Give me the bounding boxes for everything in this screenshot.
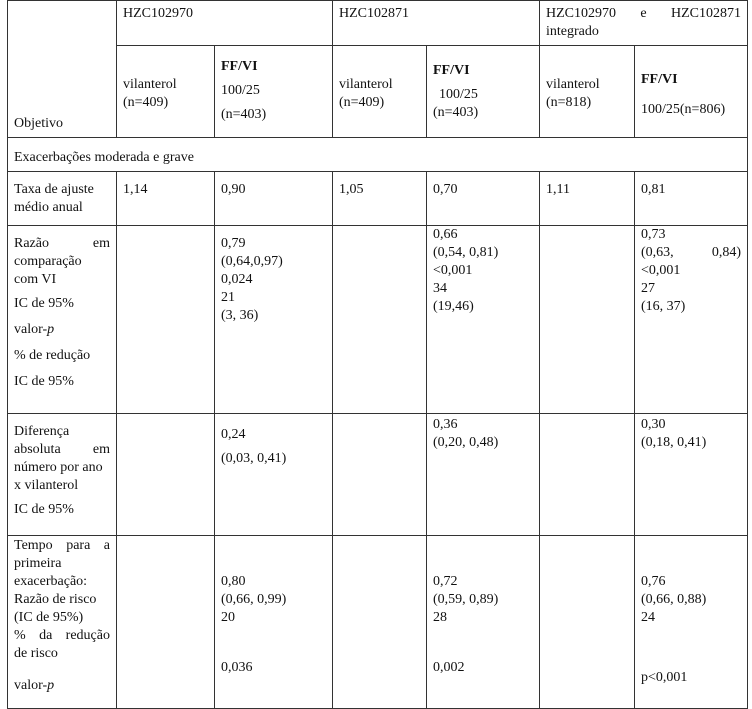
- time-value: p<0,001: [641, 670, 688, 685]
- time-label: (IC de 95%): [14, 610, 84, 625]
- ratio-value: (0,63, 0,84): [641, 245, 741, 260]
- table-row: [8, 414, 748, 536]
- time-label: Tempo para a: [14, 538, 110, 553]
- time-value: (0,66, 0,88): [641, 592, 707, 607]
- diff-label: número por ano: [14, 460, 103, 475]
- ratio-value: (19,46): [433, 299, 474, 314]
- s2-vil-n: (n=409): [339, 95, 385, 110]
- table-row: [8, 226, 748, 414]
- diff-label: x vilanterol: [14, 478, 79, 493]
- time-value: 0,72: [433, 574, 458, 589]
- study3-id-a: HZC102970: [546, 6, 616, 21]
- time-label: primeira: [14, 556, 62, 571]
- s1-vil-n: (n=409): [123, 95, 169, 110]
- time-label: % da redução: [14, 628, 110, 643]
- ratio-value: (0,54, 0,81): [433, 245, 499, 260]
- diff-label: IC de 95%: [14, 502, 74, 517]
- table-cell: [427, 414, 540, 536]
- objective-header-cell: [8, 1, 117, 138]
- s1-ff-header: [215, 46, 333, 138]
- s3-vil-n: (n=818): [546, 95, 592, 110]
- table-row: [8, 536, 748, 709]
- s2-vil-label: vilanterol: [339, 77, 393, 92]
- time-value: 20: [221, 610, 235, 625]
- table-cell: [427, 226, 540, 414]
- diff-label-cell: [8, 414, 117, 536]
- rate-label: Taxa de ajuste: [14, 182, 94, 197]
- study1-title: HZC102970: [123, 6, 193, 21]
- diff-value: 0,30: [641, 417, 666, 432]
- s2-ff-label: FF/VI: [433, 63, 470, 78]
- s1-ff-n: (n=403): [221, 107, 267, 122]
- study3-title-line2: integrado: [546, 24, 599, 39]
- ratio-label: % de redução: [14, 348, 91, 363]
- section-title-cell: [8, 138, 748, 172]
- study2-header-cell: [333, 1, 540, 46]
- ratio-label-cell: [8, 226, 117, 414]
- diff-value: (0,20, 0,48): [433, 435, 499, 450]
- time-value: 28: [433, 610, 447, 625]
- study2-title: HZC102871: [339, 6, 409, 21]
- time-label: Razão de risco: [14, 592, 97, 607]
- s1-ff-label: FF/VI: [221, 59, 258, 74]
- diff-value: 0,36: [433, 417, 458, 432]
- ratio-label: IC de 95%: [14, 296, 74, 311]
- study1-header-cell: [117, 1, 333, 46]
- table-cell: [635, 172, 748, 226]
- ratio-value: 34: [433, 281, 447, 296]
- ratio-value: 0,73: [641, 227, 666, 242]
- ratio-value: (0,64,0,97): [221, 254, 283, 269]
- time-label: exacerbação:: [14, 574, 88, 589]
- table-cell: [540, 414, 635, 536]
- header-row-arms: [8, 46, 748, 138]
- rate-label-cell: [8, 172, 117, 226]
- table-cell: [540, 172, 635, 226]
- diff-value: (0,18, 0,41): [641, 435, 707, 450]
- time-value: (0,66, 0,99): [221, 592, 287, 607]
- ratio-value: <0,001: [641, 263, 681, 278]
- time-value: (0,59, 0,89): [433, 592, 499, 607]
- study3-title-line1: [546, 5, 741, 23]
- s3-ff-header: [635, 46, 748, 138]
- table-cell: [333, 536, 427, 709]
- s1-vil-header: [117, 46, 215, 138]
- diff-label: Diferença: [14, 424, 70, 439]
- table-cell: [215, 536, 333, 709]
- time-label-cell: [8, 536, 117, 709]
- rate-label: médio anual: [14, 200, 83, 215]
- efficacy-table: [7, 0, 748, 709]
- rate-value: 0,90: [221, 182, 246, 197]
- s3-vil-header: [540, 46, 635, 138]
- table-cell: [117, 226, 215, 414]
- header-row-studies: [8, 1, 748, 46]
- objective-header: Objetivo: [14, 116, 63, 131]
- ratio-label: IC de 95%: [14, 374, 74, 389]
- table-cell: [333, 172, 427, 226]
- ratio-value: 21: [221, 290, 235, 305]
- table-cell: [540, 536, 635, 709]
- s2-ff-n: (n=403): [433, 105, 479, 120]
- time-label: valor-p: [14, 678, 55, 693]
- table-cell: [540, 226, 635, 414]
- rate-value: 1,05: [339, 182, 364, 197]
- table-cell: [333, 226, 427, 414]
- ratio-value: 27: [641, 281, 655, 296]
- s1-ff-dose: 100/25: [221, 83, 260, 98]
- diff-label: absoluta em: [14, 442, 110, 457]
- section-title: Exacerbações moderada e grave: [14, 150, 194, 165]
- ratio-value: 0,66: [433, 227, 458, 242]
- s2-ff-dose: 100/25: [439, 87, 478, 102]
- ratio-label: comparação: [14, 254, 82, 269]
- document-page: [7, 0, 747, 708]
- ratio-value: 0,79: [221, 236, 246, 251]
- diff-value: (0,03, 0,41): [221, 451, 287, 466]
- table-cell: [333, 414, 427, 536]
- study3-header-cell: [540, 1, 748, 46]
- table-cell: [215, 226, 333, 414]
- ratio-label: com VI: [14, 272, 57, 287]
- s2-ff-header: [427, 46, 540, 138]
- table-cell: [427, 536, 540, 709]
- time-value: 0,036: [221, 660, 253, 675]
- s2-vil-header: [333, 46, 427, 138]
- s3-ff-dose: 100/25(n=806): [641, 102, 726, 117]
- time-value: 0,002: [433, 660, 465, 675]
- ratio-value: 0,024: [221, 272, 253, 287]
- time-value: 0,76: [641, 574, 666, 589]
- rate-value: 1,11: [546, 182, 570, 197]
- time-value: 0,80: [221, 574, 246, 589]
- ratio-label: Razão em: [14, 236, 110, 251]
- ratio-label: valor-p: [14, 322, 55, 337]
- study3-id-b: HZC102871: [671, 6, 741, 21]
- ratio-value: (16, 37): [641, 299, 686, 314]
- rate-value: 1,14: [123, 182, 148, 197]
- table-cell: [635, 226, 748, 414]
- s3-vil-label: vilanterol: [546, 77, 600, 92]
- section-row: [8, 138, 748, 172]
- study3-conj: e: [640, 6, 647, 21]
- table-cell: [215, 414, 333, 536]
- table-cell: [215, 172, 333, 226]
- table-cell: [427, 172, 540, 226]
- time-value: 24: [641, 610, 655, 625]
- s3-ff-label: FF/VI: [641, 72, 678, 87]
- diff-value: 0,24: [221, 427, 246, 442]
- table-row: [8, 172, 748, 226]
- table-cell: [635, 414, 748, 536]
- table-cell: [117, 172, 215, 226]
- rate-value: 0,81: [641, 182, 666, 197]
- rate-value: 0,70: [433, 182, 458, 197]
- ratio-value: <0,001: [433, 263, 473, 278]
- s1-vil-label: vilanterol: [123, 77, 177, 92]
- time-label: de risco: [14, 646, 58, 661]
- table-cell: [635, 536, 748, 709]
- table-cell: [117, 414, 215, 536]
- ratio-value: (3, 36): [221, 308, 259, 323]
- table-cell: [117, 536, 215, 709]
